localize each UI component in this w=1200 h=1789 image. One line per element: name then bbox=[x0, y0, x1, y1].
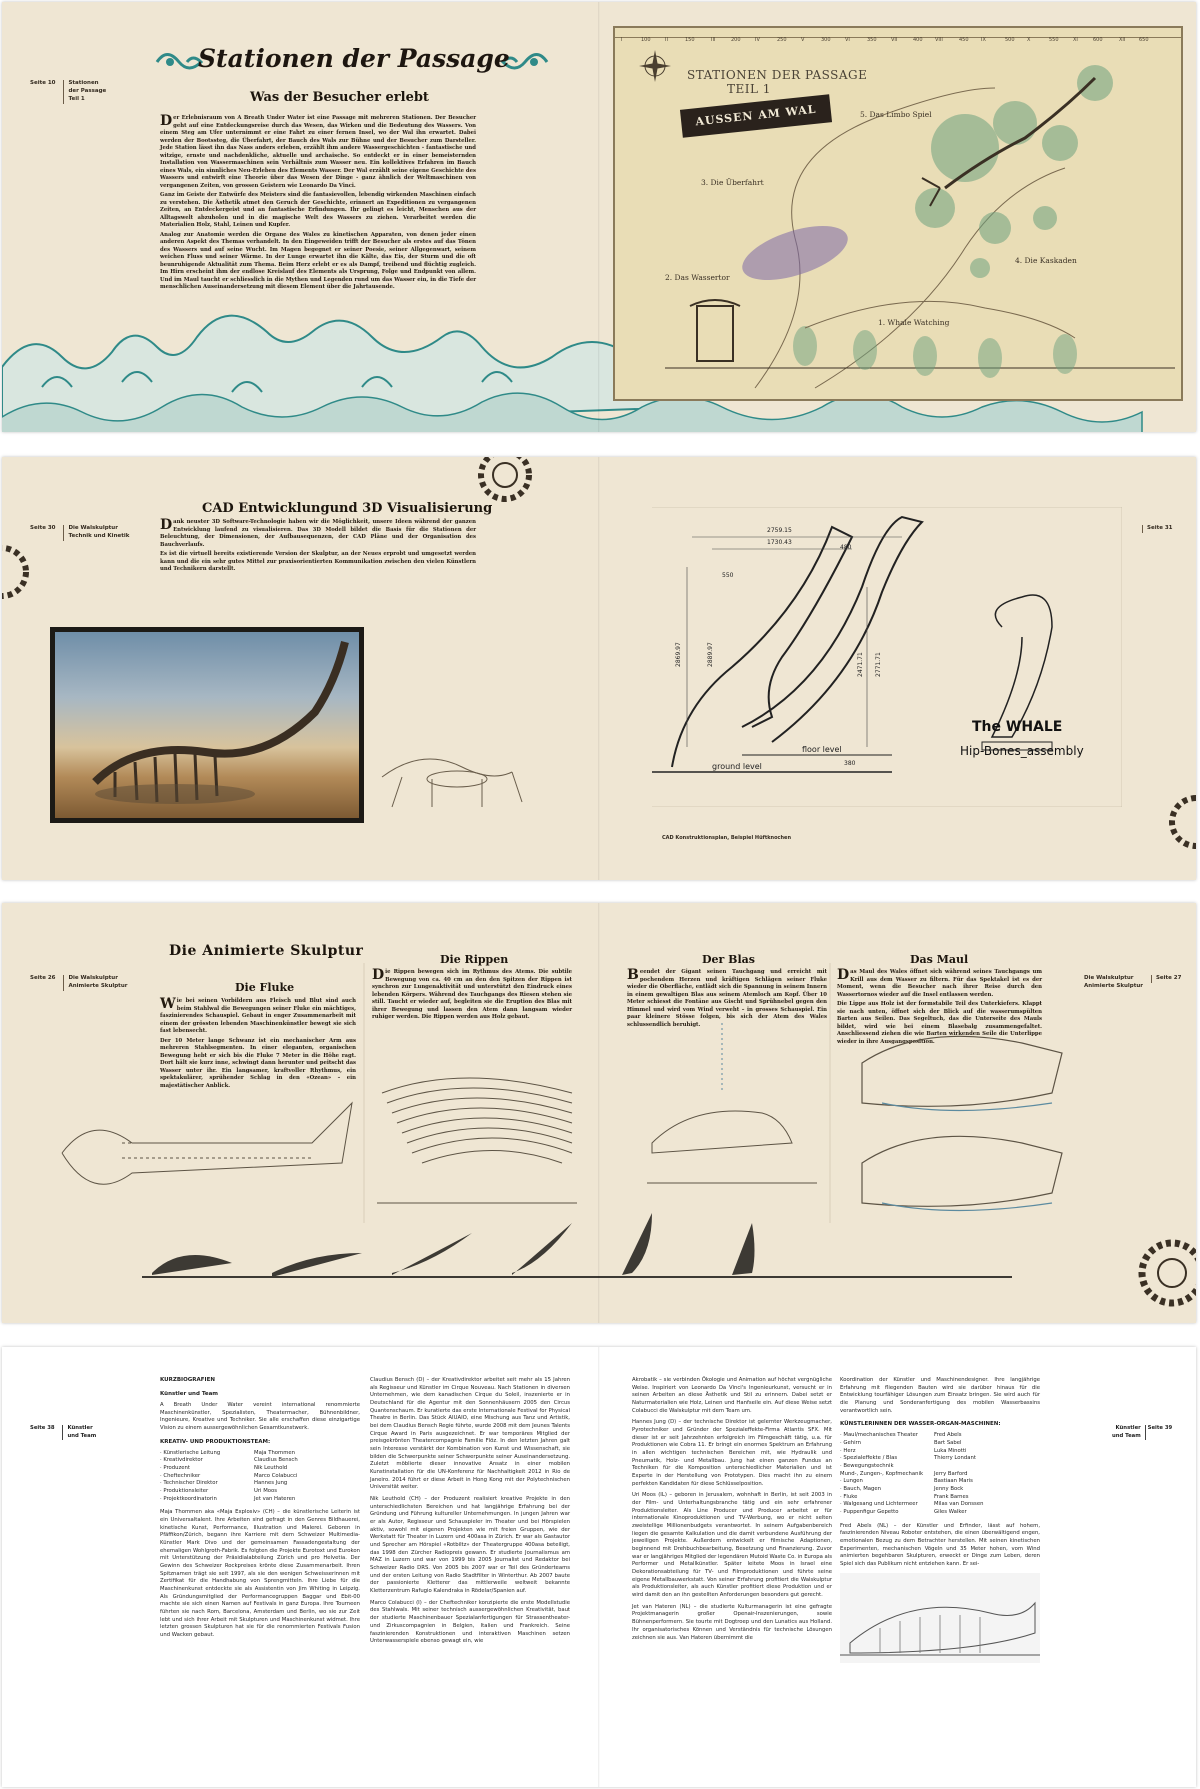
cad-whale-title: The WHALE bbox=[972, 719, 1063, 735]
whale-skeleton-image bbox=[55, 632, 359, 818]
artist-person: Jerry Barford bbox=[934, 1470, 968, 1477]
team-role: · Cheftechniker bbox=[160, 1472, 201, 1479]
spread-kuenstler-und-team bbox=[2, 1347, 1196, 1787]
artist-person: Bart Sabel bbox=[934, 1440, 962, 1446]
side-label-left: Seite 26 Die Walskulptur Animierte Skulptur bbox=[30, 975, 128, 989]
team-person: Jet van Hateren bbox=[254, 1495, 296, 1502]
artist-role: · Bauch, Magen bbox=[840, 1486, 882, 1493]
artist-person: Milas van Donssen bbox=[934, 1501, 984, 1508]
bio-column-4: Koordination der Künstler und Maschinendesigner. Ihre langjährige Erfahrung mit fliegenden Bauten wird sie darüber hinaus für die Entwicklung tourfähiger Lösungen zum Einsatz bringen. Sie wird auch für die Planung und Sonderanfertigung des mobilen Wasserbassins verantwortlich sein. KÜNSTLERINNEN DER WASSER-ORGAN-MASCHINEN: · Maul/mechanisches Theater Fred Abels · Gehirn Bart Sabel · Herz Luka Minotti · Spezialeffekte / Blas Thierry Londant · Bewegungstechnik Mund-, Zungen-, Kopfmechanik Jerry Barford · Lungen Bastiaan Maris · Bauch, Magen Jenny Bock · Fluke Frank Barnes · Walgesang und Lichtermeer Milas van Donssen · Puppenfigur Gepetto Giles Walker Fred Abels (NL) – der Künstler und Erfinder, lässt auf hohem, faszinierenden Niveau Roboter entstehen, die einen überwältigend engen, emotionalen Bezug zu dem Betrachter herstellen. Mit seinen kinetischen Experimenten, mechanischen Vögeln und 35 Meter hohen, vom Wind animierten begehbaren Skulpturen, erweckt er Dinge zum Leben, deren Spiel sich das Publikum nicht entziehen kann. Er sei- bbox=[840, 1377, 1040, 1666]
page-title: CAD Entwicklungund 3D Visualisierung bbox=[202, 501, 493, 516]
cad-dim: 2889.97 bbox=[707, 642, 714, 667]
whale-photo bbox=[50, 627, 364, 823]
map-ruler-tick: 450 bbox=[959, 37, 969, 43]
section-text-maul: Das Maul des Wales öffnet sich während seines Tauchgangs um Krill aus dem Wasser zu filtern. Für das Spektakel ist es der Moment, wenn die Besucher nach ihrer Reise durch den Wassertornos wieder auf die Insel entlassen werden. Die Lippe aus Holz ist der formstabile Teil des Unterkiefers. Klappt sie nach unten, öffnet sich der Blick auf die wasserumspülten Barten aus Seilen. Das Segeltuch, das die Unterseite des Mauls bildet, wird wie bei einem Blasebalg zusammengefaltet. Anschliessend ziehen die wie Barten wirkenden Seile die Unterlippe wieder in ihre Ausgangsposition. bbox=[837, 967, 1042, 1045]
page-subtitle: Was der Besucher erlebt bbox=[250, 90, 429, 105]
artist-person: Luka Minotti bbox=[934, 1447, 967, 1454]
cad-ground-level: ground level bbox=[712, 762, 762, 771]
cad-caption: CAD Konstruktionsplan, Beispiel Hüftknochen bbox=[662, 835, 792, 841]
artist-role: · Herz bbox=[840, 1447, 856, 1454]
map-ruler-tick: 200 bbox=[731, 37, 741, 43]
artist-person: Fred Abels bbox=[934, 1432, 962, 1439]
sculpture-sketches bbox=[2, 903, 1196, 1323]
map-ruler-tick: VII bbox=[891, 37, 898, 43]
map-ruler-tick: II bbox=[665, 37, 668, 43]
map-ruler-tick: I bbox=[621, 37, 623, 43]
bio-subheading: Künstler und Team bbox=[160, 1390, 219, 1397]
map-ruler-tick: XII bbox=[1119, 37, 1126, 43]
map-ruler-tick: IX bbox=[981, 37, 986, 43]
team-role: · Technischer Direktor bbox=[160, 1480, 218, 1487]
team-person: Claudius Bensch bbox=[254, 1457, 298, 1464]
artist-person: Thierry Londant bbox=[934, 1455, 976, 1462]
map-title: STATIONEN DER PASSAGE TEIL 1 bbox=[687, 68, 868, 97]
artist-role: · Spezialeffekte / Blas bbox=[840, 1455, 898, 1462]
team-list bbox=[160, 1450, 360, 1504]
section-heading-fluke: Die Fluke bbox=[235, 981, 295, 994]
side-label-right: Die Walskulptur Animierte Skulptur Seite 27 bbox=[1084, 975, 1182, 989]
spread-cad-entwicklung bbox=[2, 457, 1196, 880]
map-ruler-tick: X bbox=[1027, 37, 1031, 43]
cad-dim: 2771.71 bbox=[875, 652, 882, 677]
side-label-right: Künstler und Team Seite 39 bbox=[1112, 1425, 1173, 1439]
cad-dim: 380 bbox=[844, 760, 856, 767]
section-heading-rippen: Die Rippen bbox=[440, 953, 509, 966]
bio-column-1: KURZBIOGRAFIEN Künstler und Team A Breath Under Water vereint international renommierte Maschinenkünstler, Spezialisten, Theatermacher, Bühnenbildner, Ingenieure, Kreative und Techniker. Sie alle erschaffen diese einzigartige Vision zu einem aussergewöhnlichen Gesamtkunstwerk. KREATIV- UND PRODUKTIONSTEAM: · Künstlerische Leitung Maja Thommen · Kreativdirektor Claudius Bensch · Produzent Nik Leuthold · Cheftechniker Marco Colabucci · Technischer Direktor Hannes Jung · Produktionsleiter Uri Moos · Projektkoordinatorin Jet van Hateren Maja Thommen aka «Maja Explosiv» (CH) – die künstlerische Leiterin ist ein Universaltalent. Ihre Arbeiten sind gefragt in den Genres Bildhauerei, kinetische Kunst, Performance, Illustration und Malerei. Geboren in Pfäffikon/Zürich, begann ihre Karriere mit dem Schweizer Multimedia-Künstler Mark Divo und der gemeinsamen Fassadengestaltung der ehemaligen Wohlgroth-Fabrik. Es folgten die Projekte Eurotoxt und Eurokon mit Unterstützung der Präsidialabteilung Zürich und pro Helvetia. Der Gewinn des Schweizer Rockpreises krönte diese Zusammenarbeit. Ihren Spitznamen trägt sie seit 1997, als sie den wenigen Schweisserinnen mit Zertifikat für die Handhabung von Sprengmitteln. Ihre Liebe für die Maschinenkunst entdeckte sie als Assistentin von Jim Whiting in Leipzig. Als Gründungsmitglied der Performancegruppen Baggar und Ebit-00 machte sie sich einen Namen auf Festivals in ganz Europa. Ihre Tourneen führten sie nach Rom, Barcelona, Amsterdam und Berlin, wo sie zur Zeit lebt und sich ihrer Arbeit mit Skulpturen und Maschinenkunst widmet. Ihre letzten grossen Skulpturen hat sie für die renommierten Festivals Fusion und Wacken gebaut. bbox=[160, 1377, 360, 1639]
map-ruler-tick: VI bbox=[845, 37, 850, 43]
map-ruler-tick: 350 bbox=[867, 37, 877, 43]
team-role: · Projektkoordinatorin bbox=[160, 1495, 217, 1502]
compass-rose-icon bbox=[639, 50, 671, 82]
artist-role: · Gehirn bbox=[840, 1440, 862, 1446]
whale-sketch-image bbox=[840, 1573, 1040, 1663]
body-text: Dank neuster 3D Software-Technologie haben wir die Möglichkeit, unsere Ideen während der ganzen Entwicklung laufend zu visualisieren. Das 3D Modell bildet die Basis für die Stationen der Beleuchtung, der Dimensionen, der Aufbausequenzen, der CAD Pläne und der Organisation des Bauchverlaufs. Es ist die virtuell bereits existierende Version der Skulptur, an der Neues erprobt und umgesetzt werden kann und die ein sehr gutes Mittel zur praxisorientierten Kommunikation zwischen den vielen Künstlern und Technikern darstellt. bbox=[160, 517, 476, 573]
cad-floor-level: floor level bbox=[802, 745, 842, 754]
map-ruler-tick: 550 bbox=[1049, 37, 1059, 43]
spread-stationen-der-passage bbox=[2, 2, 1196, 432]
map-station-4: 4. Die Kaskaden bbox=[1015, 256, 1077, 265]
map-station-5: 5. Das Limbo Spiel bbox=[860, 110, 932, 119]
cad-whale-subtitle: Hip-Bones_assembly bbox=[960, 744, 1084, 758]
artist-person: Jenny Bock bbox=[934, 1486, 964, 1493]
artist-person bbox=[934, 1463, 1040, 1471]
map-station-2: 2. Das Wassertor bbox=[665, 273, 730, 282]
page-title: Stationen der Passage bbox=[198, 44, 510, 73]
gear-icon bbox=[1112, 1223, 1196, 1323]
mouth-sketch bbox=[862, 1036, 1062, 1210]
page-title: Die Animierte Skulptur bbox=[169, 943, 364, 959]
map-ruler-tick: 500 bbox=[1005, 37, 1015, 43]
fluke-sequence bbox=[152, 1213, 755, 1277]
station-map bbox=[613, 26, 1183, 401]
team-role: · Kreativdirektor bbox=[160, 1457, 203, 1464]
ribs-sketch bbox=[377, 1078, 577, 1203]
gear-icon bbox=[1152, 787, 1196, 857]
team-person: Marco Colabucci bbox=[254, 1472, 298, 1479]
artist-role: · Lungen bbox=[840, 1478, 863, 1485]
map-station-3: 3. Die Überfahrt bbox=[701, 178, 764, 187]
map-ruler-tick: XI bbox=[1073, 37, 1078, 43]
side-label-right: Seite 31 bbox=[1142, 525, 1173, 533]
gear-icon bbox=[470, 457, 540, 507]
cad-dim: 2869.97 bbox=[675, 642, 682, 667]
section-heading-blas: Der Blas bbox=[702, 953, 755, 966]
map-ruler-tick: 150 bbox=[685, 37, 695, 43]
cad-drawing bbox=[652, 507, 1122, 807]
map-ruler-tick: 250 bbox=[777, 37, 787, 43]
team-role: · Produzent bbox=[160, 1464, 190, 1471]
artists-heading: KÜNSTLERINNEN DER WASSER-ORGAN-MASCHINEN: bbox=[840, 1421, 1001, 1428]
artist-role: · Puppenfigur Gepetto bbox=[840, 1509, 899, 1516]
artist-person: Bastiaan Maris bbox=[934, 1478, 973, 1485]
artist-person: Giles Walker bbox=[934, 1509, 967, 1516]
whale-sketch bbox=[372, 707, 532, 817]
cad-dim: 1730.43 bbox=[767, 539, 792, 546]
map-ruler-tick: 600 bbox=[1093, 37, 1103, 43]
artists-list bbox=[840, 1432, 1040, 1516]
map-ruler-tick: 300 bbox=[821, 37, 831, 43]
cad-dim: 480 bbox=[840, 544, 852, 551]
cad-dim: 550 bbox=[722, 572, 734, 579]
team-person: Hannes Jung bbox=[254, 1480, 288, 1487]
side-label-left: Seite 38 Künstler und Team bbox=[30, 1425, 97, 1439]
map-ruler-tick: VIII bbox=[935, 37, 943, 43]
team-role: · Künstlerische Leitung bbox=[160, 1449, 221, 1456]
bio-column-2: Claudius Bensch (D) – der Kreativdirektor arbeitet seit mehr als 15 Jahren als Regisseur und Künstler im Cirque Nouveau. Nach Stationen in diversen Unternehmen, wie dem kanadischen Cirque du Soleil, inszenierte er in Deutschland für die Agentur mit den Sonnenhäusern 2005 den Circus Quantenschaum. Er kuratierte das erste Internationale Festival for Physical Theatre in Berlin. Das Stück AIUAIO, eine Mischung aus Tanz und Artistik, bei dem Claudius Bensch Regie führte, wurde 2008 mit dem Jeunes Talents Cirque Award in Paris ausgezeichnet. Er war temporäres Mitglied der preisgekrönten Theatercompagnie Familie Flöz. In den letzten Jahren galt sein Interesse verstärkt der Kombination von Kunst und Wissenschaft, sie bilden die Schwerpunkte seiner Schwerpunkte seiner Auseinandersetzung. Zuletzt möblierte dieser innovative Ansatz in einer mobilen Kunstinstallation für die UN-Konferenz für Nachhaltigkeit 2012 in Rio de Janeiro. 2014 führt er diese Arbeit in Hong Kong mit der Polytechnischen Universität weiter. Nik Leuthold (CH) – der Produzent realisiert kreative Projekte in den unterschiedlichsten Bereichen und hat langjährige Erfahrung bei der Gründung und Führung kultureller Unternehmungen. In jungen Jahren war er als Autor, Regisseur und Schauspieler im Theater und bei Hörspielen aktiv, sowohl mit eigenen Projekten wie mit freien Gruppen, wie der Werkstatt für Theater in Luzern und 400asa in Zürich. Er war als Gastautor und Sprecher am Hörspiel «Rotbiltz» der Theatergruppe 400asa beteiligt, das 1998 den Zürcher Radiopreis gewann. Er studierte Journalismus am MAZ in Luzern und war von 1999 bis 2005 Journalist und Redaktor bei Schweizer Radio DRS. Von 2005 bis 2007 war er Teil des Gründerteams und der ersten Leitung von Radio Stadtfilter in Winterthur. Ab 2007 baute der passionierte Kletterer das mittlerweile weltweit bekannte Kletterzentrum Rafugio Kalendraka in Rödelar/Spanien auf. Marco Colabucci (I) – der Cheftechniker konzipierte die erste Modellstudie des Stahlwals. Mit seiner technisch aussergewöhnlichen Kreativität, baut der studierte Maschinenbauer Spezialanfertigungen für Strassentheater- und Zirkuscompagnien in Belgien, Italien und Frankreich. Seine faszinierenden Konstruktionen und interaktiven Maschinen setzen Unterwasserspiele ebenso gewagt ein, wie bbox=[370, 1377, 570, 1645]
cad-dim: 2759.15 bbox=[767, 527, 792, 534]
blow-sketch bbox=[647, 1023, 817, 1183]
map-ribbon: AUSSEN AM WAL bbox=[680, 94, 832, 138]
section-heading-maul: Das Maul bbox=[910, 953, 969, 966]
team-person: Maja Thommen bbox=[254, 1449, 295, 1456]
cad-dim: 2471.71 bbox=[857, 652, 864, 677]
team-heading: KREATIV- UND PRODUKTIONSTEAM: bbox=[160, 1438, 271, 1445]
gear-icon bbox=[2, 537, 32, 607]
artist-role: · Fluke bbox=[840, 1493, 858, 1500]
map-station-1: 1. Whale Watching bbox=[878, 318, 950, 327]
artist-role: · Maul/mechanisches Theater bbox=[840, 1432, 918, 1439]
artist-person: Frank Barnes bbox=[934, 1493, 969, 1500]
artist-role: Mund-, Zungen-, Kopfmechanik bbox=[840, 1470, 924, 1477]
body-text: Der Erlebnisraum von A Breath Under Water ist eine Passage mit mehreren Stationen. Der Besucher geht auf eine Entdeckungsreise durch das Wesen, das Wirken und die Bedeutung des Wassers. Von einem Steg am Ufer unternimmt er eine Fahrt zu einer fernen Insel, wo der Wal ihn erwartet. Dabei werden der Bootssteg, die Überfahrt, der Bauch des Wals zur Bühne und der Besucher zum Darsteller. Jede Station lässt ihn das Nass anders erleben, erzählt ihm andere Wassergeschichten - fantastische und witzige, ernste und nachdenkliche, aktuelle und archaische. So entdeckt er in einer bemeisternden Installation von Wassermaschinen sein Verhältnis zum Wasser neu. Ein kollektives Erfahren im Bauch eines Wals, ein sinnliches Neu-Erleben des Elements Wasser. Der Wal erzählt seine eigene Geschichte des Wassers und entwirft eine Theorie über das Wesen der Dinge - ganz ähnlich der Weltmaschinen von vergangenen Zeiten, von grossen Geistern wie Leonardo Da Vinci. Ganz im Geiste der Entwürfe des Meisters sind die fantasievollen, lebendig wirkenden Maschinen einfach zu verstehen. Die Ästhetik atmet den Geruch der Geschichte, erinnert an Expeditionen zu vergangenen Zeiten, an Entdeckergeist und an fantastische Erfindungen. Ihr gelingt es leicht, Menschen aus der Alltagswelt abzuholen und in die magische Welt des Wassers zu ziehen. Verarbeitet werden die Materialien Holz, Stahl, Leinen und Kupfer. Analog zur Anatomie werden die Organe des Wales zu kinetischen Apparaten, von denen jeder einen anderen Aspekt des Themas verhandelt. In den Eingeweiden trifft der Besucher als erstes auf das Tönen des Wassers und auf seine Wucht. Im Magen begegnet er seiner Poesie, seiner Allgegenwart, seinem weichen Fluss und seiner Wärme. In der Lunge erwartet ihn die Kälte, das Eis, der Sturm und die oft beunruhigende Aktualität zum Thema. Beim Herz erlebt er es als Dampf, treibend und flüchtig zugleich. Im Hirn erscheint ihm der endlose Kreislauf des Elements als Ursprung, Folge und Endpunkt von allem. Und im Maul taucht er schliesslich in die Mythen und Legenden rund um das Wasser ein, in die Tiefe der menschlichen Auseinandersetzung mit diesem Element über die Jahrtausende. bbox=[160, 113, 476, 291]
team-person: Uri Moos bbox=[254, 1487, 278, 1494]
section-text-fluke: Wie bei seinen Vorbildern aus Fleisch und Blut sind auch beim Stahlwal die Bewegungen seiner Fluke ein mächtiges, faszinierendes Schauspiel. Gebaut in enger Zusammenarbeit mit einem der grössten lebenden Maschinenkünstler bewegt sie sich fast lebensecht. Der 10 Meter lange Schwanz ist ein mechanischer Arm aus mehreren Stahlsegmenten. In einer eleganten, organischen Bewegung hebt er sich bis die Fluke 7 Meter in die Höhe ragt. Dort hält sie kurz inne, schwingt dann herunter und peitscht das Wasser unter ihr. Ein langsamer, kraftvoller Rhythmus, ein spektakulärer, sprühender Schlag in den «Ozean» – ein majestätischer Anblick. bbox=[160, 996, 356, 1089]
map-ruler-tick: V bbox=[801, 37, 805, 43]
artist-role: · Walgesang und Lichtermeer bbox=[840, 1501, 918, 1508]
team-role: · Produktionsleiter bbox=[160, 1487, 209, 1494]
artist-role: · Bewegungstechnik bbox=[840, 1463, 894, 1470]
team-person: Nik Leuthold bbox=[254, 1464, 288, 1471]
section-text-blas: Beendet der Gigant seinen Tauchgang und erreicht mit pochendem Herzen und kräftigen Schlägen seiner Fluke wieder die Oberfläche, entlädt sich die Spannung in seinem Innern in einem gewaltigen Blas aus seinem Atemloch am Kopf. Über 10 Meter schiesst die Fontäne aus Gischt und Sprühnebel gegen den Himmel und wird vom Wind verweht – in grosses Schauspiel. Ein paar kleinere Stösse folgen, bis sich der Atem des Wales schlussendlich beruhigt. bbox=[627, 967, 827, 1028]
bio-heading: KURZBIOGRAFIEN bbox=[160, 1377, 215, 1383]
spread-animierte-skulptur bbox=[2, 903, 1196, 1323]
side-label-left: Seite 30 Die Walskulptur Technik und Kinetik bbox=[30, 525, 130, 539]
map-ruler-tick: IV bbox=[755, 37, 760, 43]
section-text-rippen: Die Rippen bewegen sich im Rythmus des Atems. Die subtile Bewegung von ca. 40 cm an den den Spitzen der Rippen ist synchron zur Lungenaktivität und unterstützt den Eindruck eines lebenden Körpers. Während des Tauchgangs des Riesen stehen sie still. Taucht er wieder auf, begleiten sie die Eruption des Blas mit ihrer Bewegung und lassen den Atem dann langsam wieder ruhiger werden. Die Rippen werden aus Holz gebaut. bbox=[372, 967, 572, 1021]
map-ruler-tick: 100 bbox=[641, 37, 651, 43]
side-label-left: Seite 10 Stationen der Passage Teil 1 bbox=[30, 80, 107, 102]
fluke-sketch bbox=[62, 1103, 352, 1184]
bio-column-3: Akrobatik – sie verbinden Ökologie und Animation auf höchst vergnügliche Weise. Inspiriert von Leonardo Da Vinci's Ingenieurkunst, versucht er in seinen Arbeiten an diese Ästhetik und Stil zu erinnern. Dabei setzt er Naturmaterialien wie Holz, Leinen und Hanfseile ein. Auf diese Weise setzt Colabucci die Walskulptur mit dem Team um. Hannes Jung (D) – der technische Direktor ist gelernter Werkzeugmacher, Pyrotechniker und Gründer der Spezialeffekte-Firma Atlantis SFX. Mit dieser ist er seit Jahrzehnten erfolgreich im Filmgeschäft tätig, u.a. für Produktionen wie Cobra 11. Er bringt ein enormes Spektrum an Erfahrung in allen wichtigen technischen Bereichen mit, wie Hydraulik und Pneumatik, Holz- und Metallbau. Jung hat einen ganzen Fundus an Techniken für die Komposition unterschiedlicher Materialien und ist Experte in der Herstellung von Prototypen. Dies macht ihn zu einem perfekten Kandidaten für diese Schlüsselposition. Uri Moos (IL) – geboren in Jerusalem, wohnhaft in Berlin, ist seit 2003 in der Film- und Unterhaltungsbranche tätig und ein sehr erfahrener Produktionsleiter. Als Line Producer und Producer arbeitet er für internationale Kinoproduktionen und TV-Werbung, wo er nicht selten zweistellige Millionenbudgets verantwortet. In seinem Aufgabenbereich liegen die gesamte Kalkulation und die damit verbundene Ausführung der jeweiligen Projekte. Außerdem entwickelt er filmische Adaptionen, beginnend mit Drehbuchbearbeitung, Besetzung und Finanzierung. Zuvor war er langjähriges Mitglied der legendären Mutoid Waste Co. in Europa als Performer und Metallkünstler. Später leitete Moos in Israel eine Dekorationsabteilung für TV- und Filmproduktionen und führte seine eigene Metallbauwerkstatt. Von seiner Erfahrung profitiert die Walskulptur als Produktionsleiter, als auch Künstler profitiert diese Produktion und er wird damit den an ihn gestellten Anforderungen besonders gut gerecht. Jet van Hateren (NL) – die studierte Kulturmanagerin ist eine gefragte Projektmanagerin großer Openair-Inszenierungen, sowie Bühnenperformern. Sie tourte mit Dogtroep und den Lunatics aus Holland. Ihr organisatorisches Können und Verständnis für technische Lösungen zeichnen sie aus. Van Hateren übernimmt die bbox=[632, 1377, 832, 1641]
map-ruler-tick: 400 bbox=[913, 37, 923, 43]
map-ruler-tick: III bbox=[711, 37, 716, 43]
map-ruler-tick: 650 bbox=[1139, 37, 1149, 43]
